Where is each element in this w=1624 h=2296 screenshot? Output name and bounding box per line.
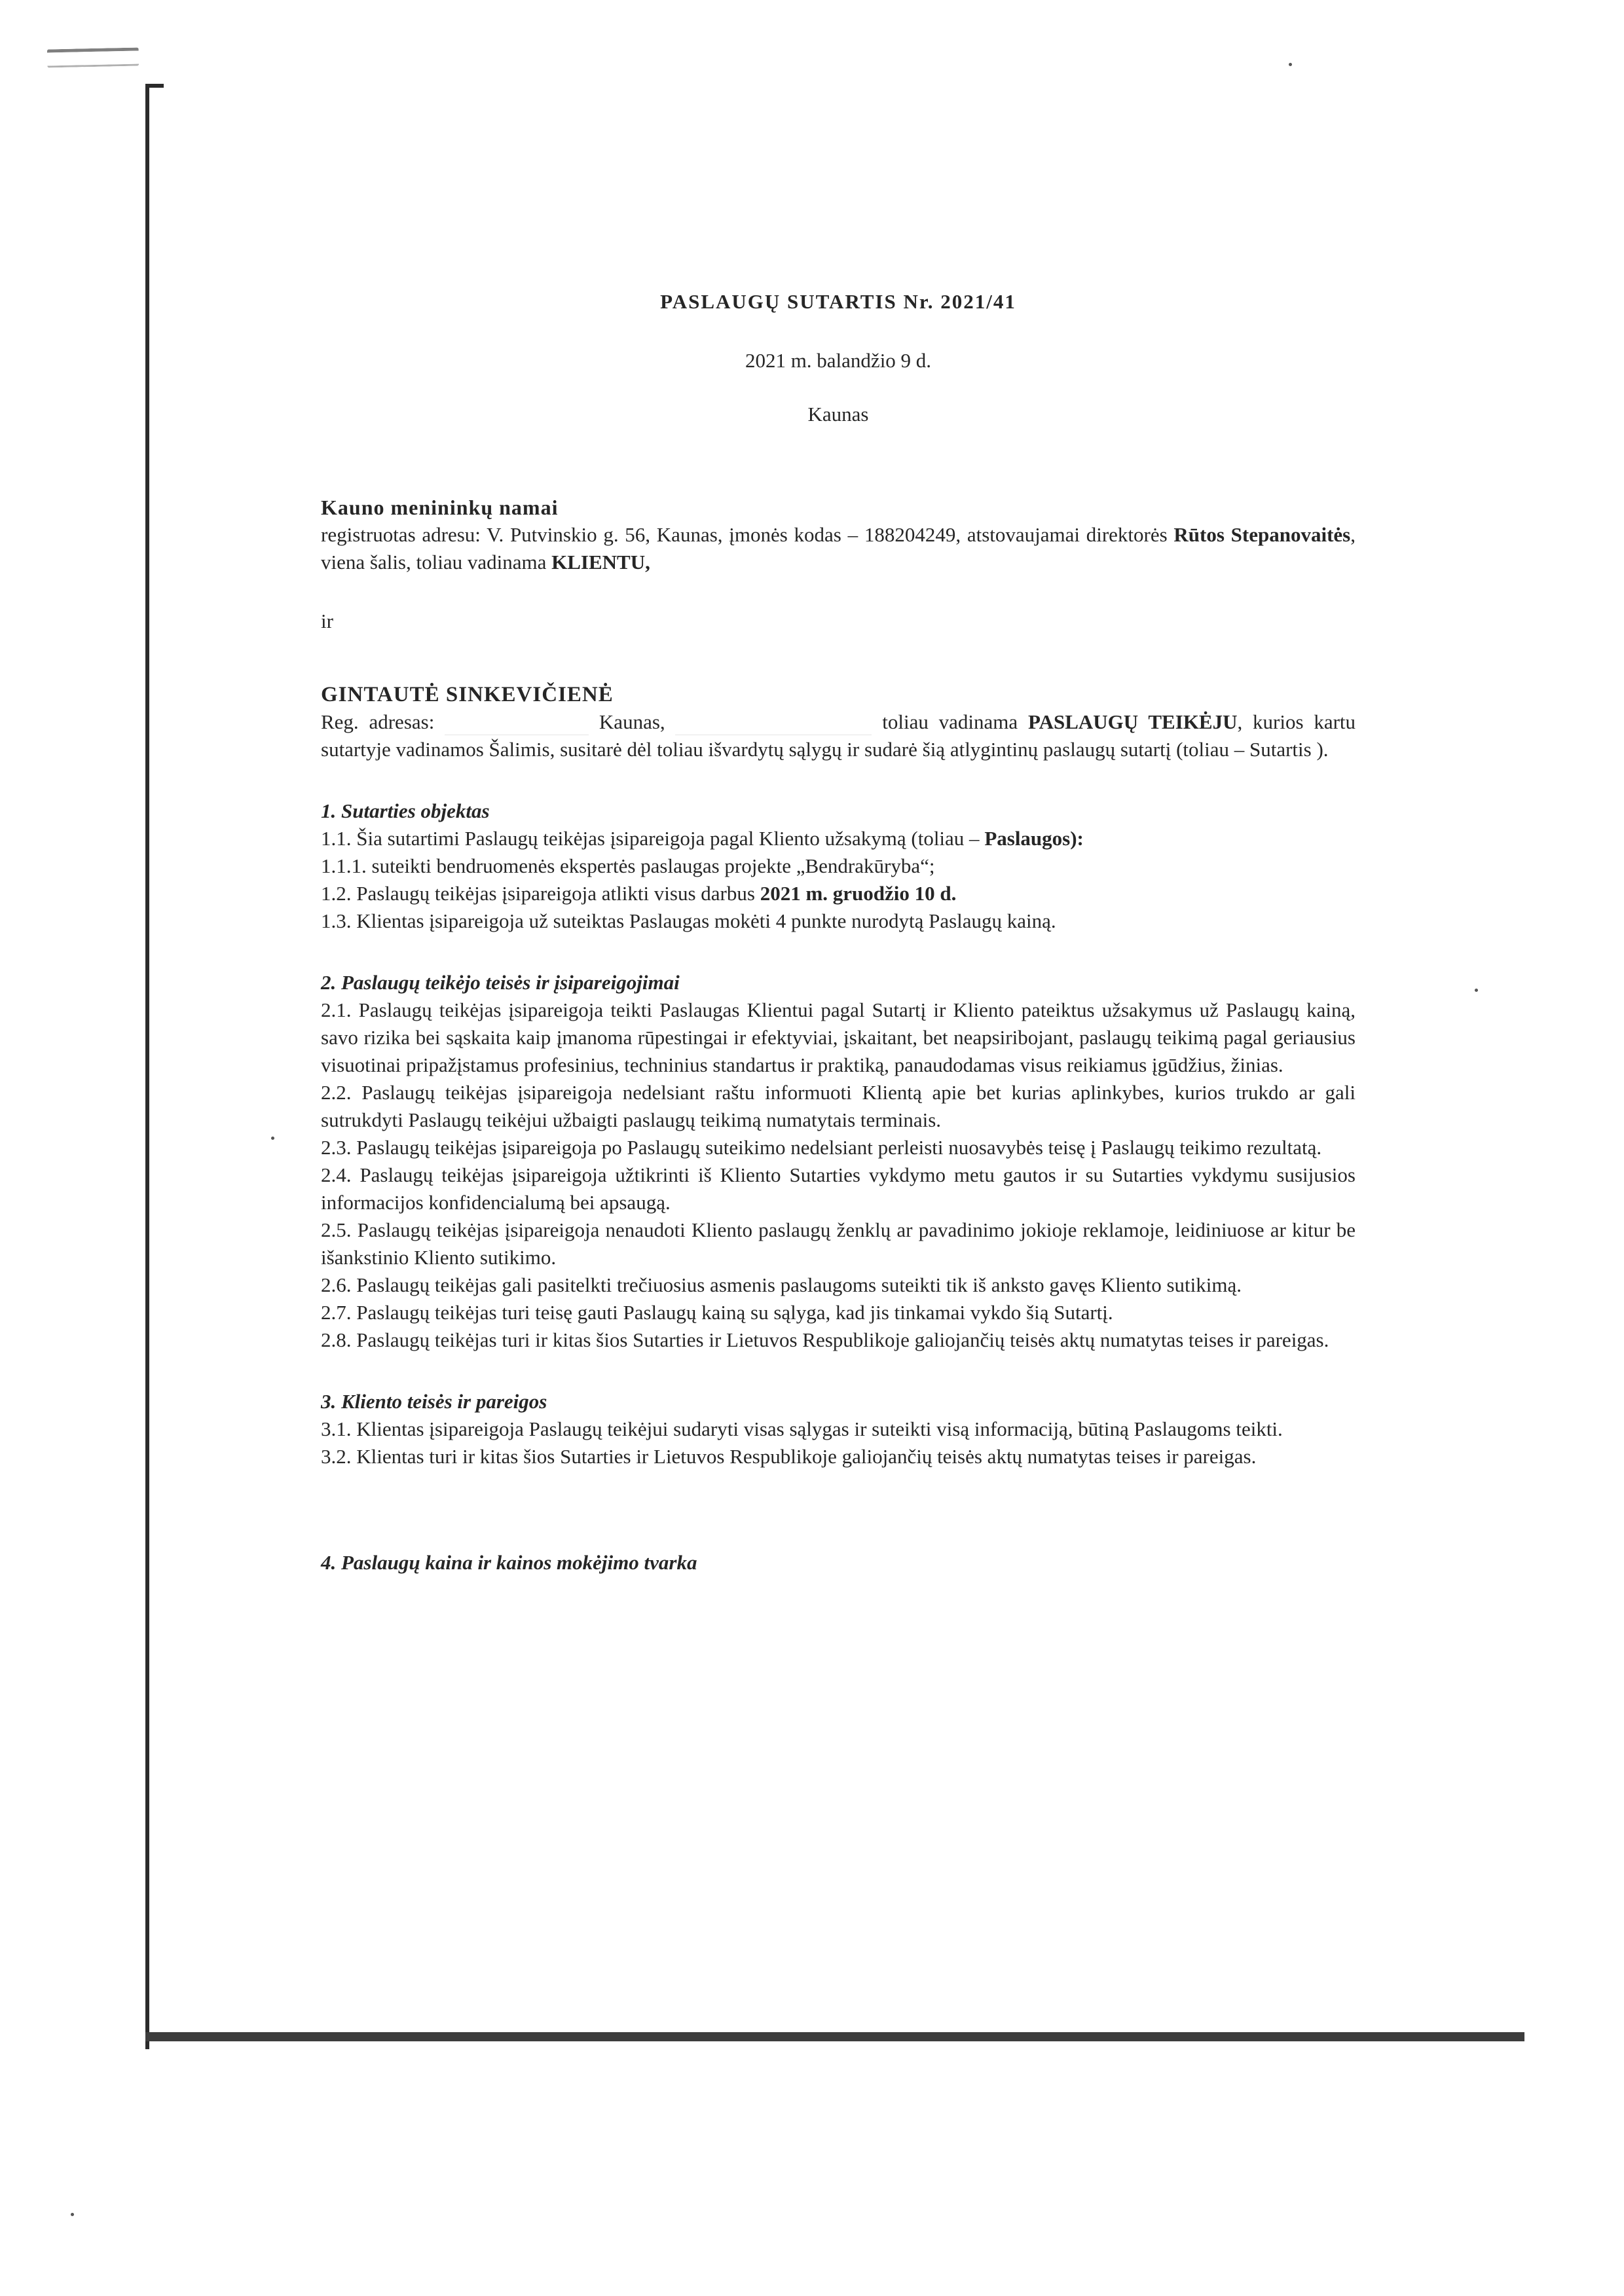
scan-speck [1475, 989, 1478, 992]
clause-2-8: 2.8. Paslaugų teikėjas turi ir kitas šios Sutarties ir Lietuvos Respublikoje galiojančių teisės aktų numatytas teises ir pareigas. [321, 1328, 1329, 1351]
section-3 [321, 1388, 1356, 1470]
clause-2-3: 2.3. Paslaugų teikėjas įsipareigoja po Paslaugų suteikimo nedelsiant perleisti nuosavybės teisę į Paslaugų teikimo rezultatą. [321, 1136, 1322, 1159]
page-bottom-edge [145, 2032, 1524, 2041]
contractor-reg-label: Reg. adresas: [321, 710, 435, 733]
section-4 [321, 1549, 1356, 1576]
section-4-heading: 4. Paslaugų kaina ir kainos mokėjimo tvarka [321, 1551, 697, 1574]
contractor-details [321, 708, 1356, 763]
client-details [321, 521, 1356, 576]
client-block [321, 494, 1356, 576]
clause-1-2-deadline: 2021 m. gruodžio 10 d. [760, 882, 957, 905]
clause-2-4: 2.4. Paslaugų teikėjas įsipareigoja užtikrinti iš Kliento Sutarties vykdymo metu gautos ir su Sutarties vykdymu susijusios informacijos konfidencialumą bei apsaugą. [321, 1163, 1356, 1214]
party-separator: ir [321, 610, 333, 632]
clause-3-1: 3.1. Klientas įsipareigoja Paslaugų teikėjui sudaryti visas sąlygas ir suteikti visą informaciją, būtiną Paslaugoms teikti. [321, 1417, 1283, 1440]
contractor-block [321, 681, 1356, 763]
page-left-edge [145, 85, 149, 2049]
section-1 [321, 797, 1356, 935]
contractor-role: PASLAUGŲ TEIKĖJU [1027, 710, 1238, 733]
clause-2-6: 2.6. Paslaugų teikėjas gali pasitelkti trečiuosius asmenis paslaugoms suteikti tik iš anksto gavęs Kliento sutikimą. [321, 1273, 1242, 1296]
clause-1-1-1: 1.1.1. suteikti bendruomenės ekspertės paslaugas projekte „Bendrakūryba“; [321, 854, 935, 877]
client-director: Rūtos Stepanovaitės [1173, 523, 1351, 546]
staple-mark [47, 48, 139, 68]
section-1-heading: 1. Sutarties objektas [321, 799, 490, 822]
clause-1-1 [321, 825, 1356, 852]
clause-2-5: 2.5. Paslaugų teikėjas įsipareigoja nenaudoti Kliento paslaugų ženklų ar pavadinimo jokioje reklamoje, leidiniuose ar kitur be išankstinio Kliento sutikimo. [321, 1218, 1356, 1269]
scan-speck [271, 1137, 274, 1140]
redacted-personal-code [675, 712, 872, 735]
clause-1-2 [321, 880, 1356, 907]
contract-document [321, 288, 1356, 1576]
clause-1-3: 1.3. Klientas įsipareigoja už suteiktas Paslaugas mokėti 4 punkte nurodytą Paslaugų kainą. [321, 909, 1056, 932]
section-3-heading: 3. Kliento teisės ir pareigos [321, 1390, 547, 1413]
section-2 [321, 969, 1356, 1354]
clause-1-2-text: 1.2. Paslaugų teikėjas įsipareigoja atlikti visus darbus [321, 882, 760, 905]
clause-3-2: 3.2. Klientas turi ir kitas šios Sutarties ir Lietuvos Respublikoje galiojančių teisės aktų numatytas teises ir pareigas. [321, 1445, 1257, 1468]
client-name: Kauno menininkų namai [321, 496, 559, 519]
section-2-heading: 2. Paslaugų teikėjo teisės ir įsipareigojimai [321, 971, 680, 994]
scan-speck [1289, 63, 1292, 66]
contractor-agreement-text: , kurios kartu sutartyje vadinamos Šalimis, susitarė dėl toliau išvardytų sąlygų ir sudarė šią atlygintinų paslaugų sutartį (toliau – Sutartis ). [321, 710, 1356, 761]
client-address-text: registruotas adresu: V. Putvinskio g. 56, Kaunas, įmonės kodas – 188204249, atstovaujamai direktorės [321, 523, 1174, 546]
scan-speck [71, 2213, 74, 2216]
contractor-text: toliau vadinama [882, 710, 1028, 733]
clause-1-1-text: 1.1. Šia sutartimi Paslaugų teikėjas įsipareigoja pagal Kliento užsakymą (toliau – [321, 827, 985, 850]
contractor-name: GINTAUTĖ SINKEVIČIENĖ [321, 683, 614, 706]
contractor-city: Kaunas, [599, 710, 665, 733]
clause-2-2: 2.2. Paslaugų teikėjas įsipareigoja nedelsiant raštu informuoti Klientą apie bet kurias aplinkybes, kurios trukdo ar gali sutrukdyti Paslaugų teikėjui užbaigti paslaugų teikimą numatytais terminais. [321, 1081, 1356, 1131]
document-date: 2021 m. balandžio 9 d. [745, 349, 932, 372]
document-city: Kaunas [807, 403, 869, 426]
redacted-address [445, 712, 589, 735]
clause-1-1-term: Paslaugos): [984, 827, 1084, 850]
clause-2-1: 2.1. Paslaugų teikėjas įsipareigoja teikti Paslaugas Klientui pagal Sutartį ir Kliento pateiktus užsakymus už Paslaugų kainą, savo rizika bei sąskaita kaip įmanoma rūpestingai ir efektyviai, įskaitant, bet neapsiribojant, paslaugų teikimą pagal geriausius visuotinai pripažįstamus profesinius, techninius standartus ir praktiką, panaudodamas visus reikiamus įgūdžius, žinias. [321, 998, 1356, 1076]
clause-2-7: 2.7. Paslaugų teikėjas turi teisę gauti Paslaugų kainą su sąlyga, kad jis tinkamai vykdo šią Sutartį. [321, 1301, 1113, 1324]
document-title: PASLAUGŲ SUTARTIS Nr. 2021/41 [660, 290, 1016, 313]
client-party-text: , viena šalis, toliau vadinama [321, 523, 1356, 574]
client-role: KLIENTU, [551, 551, 650, 574]
